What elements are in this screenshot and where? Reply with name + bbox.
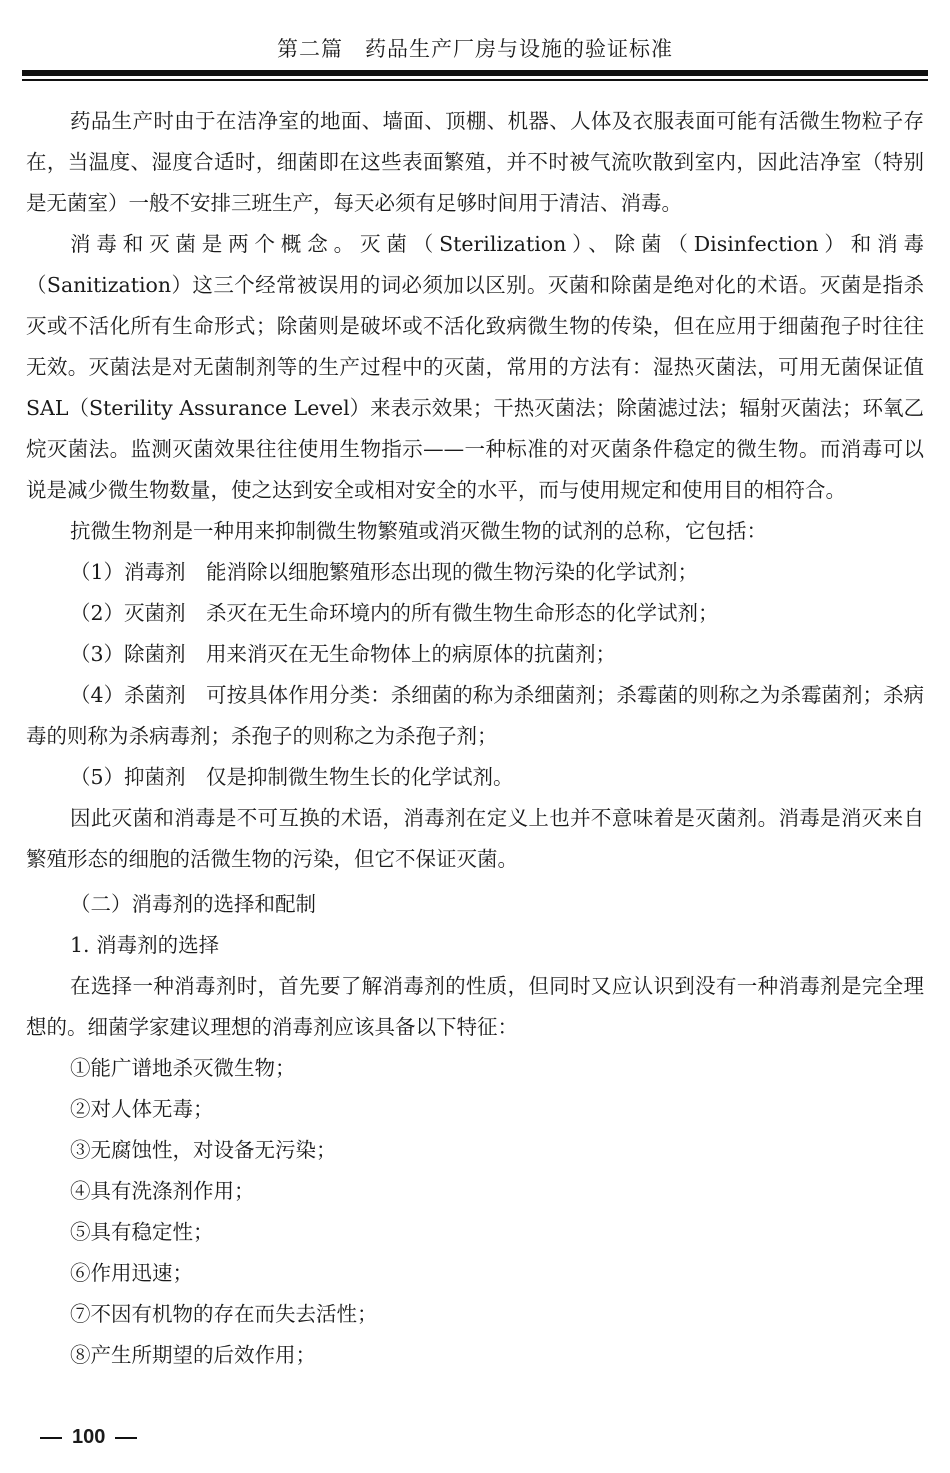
list-item-sterilant: （2）灭菌剂 杀灭在无生命环境内的所有微生物生命形态的化学试剂； <box>70 601 719 625</box>
paragraph-selection: 在选择一种消毒剂时，首先要了解消毒剂的性质，但同时又应认识到没有一种消毒剂是完全理想的。细菌学家建议理想的消毒剂应该具备以下特征： <box>26 974 924 1039</box>
criteria-item: ③无腐蚀性，对设备无污染； <box>70 1138 337 1162</box>
list-item-sanitizer: （3）除菌剂 用来消灭在无生命物体上的病原体的抗菌剂； <box>70 642 617 666</box>
criteria-item: ①能广谱地杀灭微生物； <box>70 1056 296 1080</box>
footer-dash-right <box>115 1437 137 1439</box>
criteria-item: ②对人体无毒； <box>70 1097 214 1121</box>
section-heading: （二）消毒剂的选择和配制 <box>70 892 316 916</box>
page-header <box>0 0 950 90</box>
paragraph-antimicrobial-intro: 抗微生物剂是一种用来抑制微生物繁殖或消灭微生物的试剂的总称，它包括： <box>70 519 767 543</box>
paragraph-conclusion: 因此灭菌和消毒是不可互换的术语，消毒剂在定义上也并不意味着是灭菌剂。消毒是消灭来自繁殖形态的细胞的活微生物的污染，但它不保证灭菌。 <box>26 806 924 871</box>
page-number: 100 <box>72 1426 106 1448</box>
page-body <box>26 101 924 1376</box>
criteria-item: ⑧产生所期望的后效作用； <box>70 1343 316 1367</box>
list-item-bacteriostat: （5）抑菌剂 仅是抑制微生物生长的化学试剂。 <box>70 765 514 789</box>
criteria-item: ④具有洗涤剂作用； <box>70 1179 255 1203</box>
running-header-title: 第二篇 药品生产厂房与设施的验证标准 <box>277 37 673 61</box>
list-item-biocide: （4）杀菌剂 可按具体作用分类：杀细菌的称为杀细菌剂；杀霉菌的则称之为杀霉菌剂；杀病毒的则称为杀病毒剂；杀孢子的则称之为杀孢子剂； <box>26 683 924 748</box>
paragraph-definitions: 消毒和灭菌是两个概念。灭菌（Sterilization）、除菌（Disinfection）和消毒（Sanitization）这三个经常被误用的词必须加以区别。灭菌和除菌是绝对化的术语。灭菌是指杀灭或不活化所有生命形式；除菌则是破坏或不活化致病微生物的传染，但在应用于细菌孢子时往往无效。灭菌法是对无菌制剂等的生产过程中的灭菌，常用的方法有：湿热灭菌法，可用无菌保证值 SAL（Sterility Assurance Level）来表示效果；干热灭菌法；除菌滤过法；辐射灭菌法；环氧乙烷灭菌法。监测灭菌效果往往使用生物指示——一种标准的对灭菌条件稳定的微生物。而消毒可以说是减少微生物数量，使之达到安全或相对安全的水平，而与使用规定和使用目的相符合。 <box>26 232 924 502</box>
list-item-disinfectant: （1）消毒剂 能消除以细胞繁殖形态出现的微生物污染的化学试剂； <box>70 560 699 584</box>
header-rule-thick <box>22 70 928 76</box>
subsection-heading: 1. 消毒剂的选择 <box>70 933 220 957</box>
header-rule-thin <box>22 79 928 81</box>
page-footer <box>30 1426 147 1456</box>
criteria-item: ⑦不因有机物的存在而失去活性； <box>70 1302 378 1326</box>
criteria-item: ⑥作用迅速； <box>70 1261 193 1285</box>
footer-dash-left <box>40 1437 62 1439</box>
paragraph-cleanroom: 药品生产时由于在洁净室的地面、墙面、顶棚、机器、人体及衣服表面可能有活微生物粒子存在，当温度、湿度合适时，细菌即在这些表面繁殖，并不时被气流吹散到室内，因此洁净室（特别是无菌室）一般不安排三班生产，每天必须有足够时间用于清洁、消毒。 <box>26 109 924 215</box>
criteria-item: ⑤具有稳定性； <box>70 1220 214 1244</box>
